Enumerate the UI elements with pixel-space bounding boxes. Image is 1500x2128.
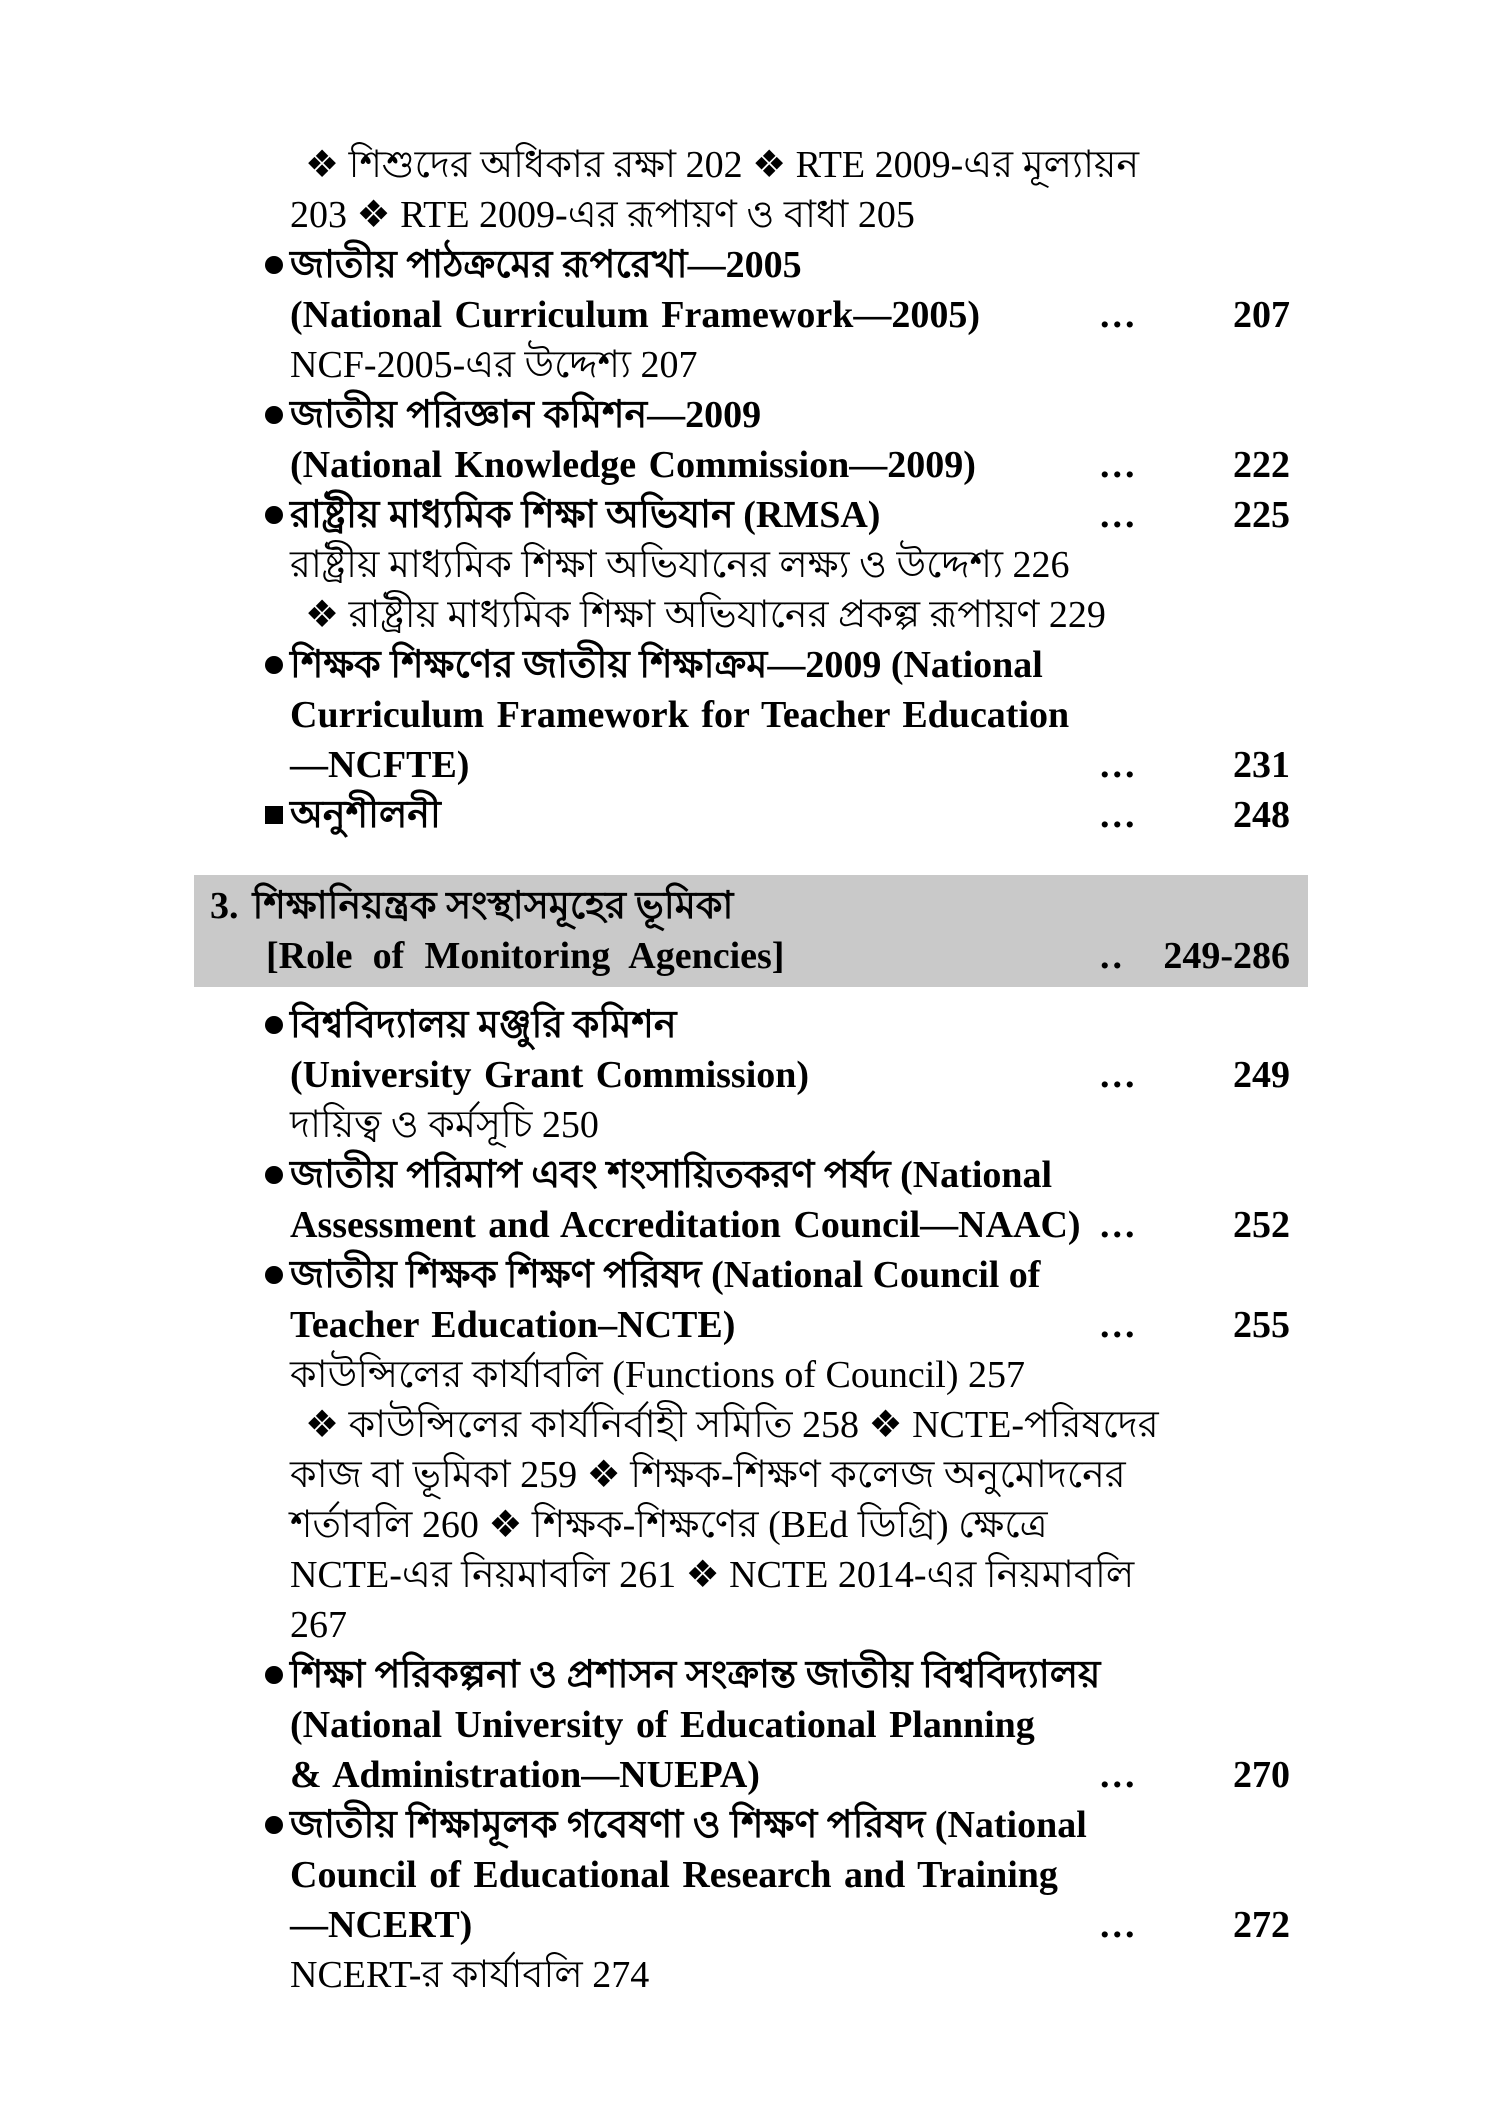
toc-row (0, 1800, 1500, 1850)
page-number: 270 (1233, 1754, 1290, 1796)
dot-leader: ... (1100, 744, 1138, 786)
toc-entry-text: Assessment and Accreditation Council—NAAC) (290, 1204, 1081, 1246)
dot-leader: .. (1100, 935, 1125, 977)
circle-bullet-icon (265, 1666, 283, 1684)
toc-entry-text: জাতীয় শিক্ষামূলক গবেষণা ও শিক্ষণ পরিষদ (National (290, 1804, 1087, 1846)
dot-leader: ... (1100, 294, 1138, 336)
toc-row (0, 1950, 1500, 2000)
circle-bullet-icon (265, 1266, 283, 1284)
toc-row (0, 490, 1500, 540)
circle-bullet-icon (265, 656, 283, 674)
section-title-line (210, 881, 733, 931)
section-number: 3. (210, 885, 239, 927)
toc-row (0, 1150, 1500, 1200)
toc-row (0, 1650, 1500, 1700)
toc-row (0, 340, 1500, 390)
toc-row (0, 690, 1500, 740)
toc-row (0, 390, 1500, 440)
page-number: 255 (1233, 1304, 1290, 1346)
toc-row (0, 540, 1500, 590)
page-number: 248 (1233, 794, 1290, 836)
section-header (194, 875, 1308, 987)
toc-row (0, 1300, 1500, 1350)
toc-row (0, 440, 1500, 490)
toc-entry-text: শিক্ষা পরিকল্পনা ও প্রশাসন সংক্রান্ত জাতীয় বিশ্ববিদ্যালয় (290, 1654, 1101, 1696)
toc-rows-bottom (0, 1000, 1500, 2000)
toc-entry-text: দায়িত্ব ও কর্মসূচি 250 (290, 1104, 599, 1146)
toc-entry-text: Curriculum Framework for Teacher Education (290, 694, 1070, 736)
page-number: 272 (1233, 1904, 1290, 1946)
toc-entry-text: NCTE-এর নিয়মাবলি 261 ❖ NCTE 2014-এর নিয়মাবলি (290, 1554, 1135, 1596)
toc-entry-text: কাউন্সিলের কার্যাবলি (Functions of Council) 257 (290, 1354, 1026, 1396)
toc-entry-text: রাষ্ট্রীয় মাধ্যমিক শিক্ষা অভিযানের লক্ষ্য ও উদ্দেশ্য 226 (290, 544, 1070, 586)
toc-row (0, 290, 1500, 340)
toc-entry-text: 203 ❖ RTE 2009-এর রূপায়ণ ও বাধা 205 (290, 194, 915, 236)
page-number: 225 (1233, 494, 1290, 536)
toc-entry-text: NCERT-র কার্যাবলি 274 (290, 1954, 650, 1996)
section-title-bengali: শিক্ষানিয়ন্ত্রক সংস্থাসমূহের ভূমিকা (252, 885, 734, 927)
toc-row (0, 740, 1500, 790)
toc-entry-text: Council of Educational Research and Training (290, 1854, 1058, 1896)
toc-row (0, 1750, 1500, 1800)
toc-row (0, 1000, 1500, 1050)
toc-entry-text: জাতীয় শিক্ষক শিক্ষণ পরিষদ (National Council of (290, 1254, 1041, 1296)
toc-entry-text: (National University of Educational Planning (290, 1704, 1035, 1746)
dot-leader: ... (1100, 1904, 1138, 1946)
toc-entry-text: কাজ বা ভূমিকা 259 ❖ শিক্ষক-শিক্ষণ কলেজ অনুমোদনের (290, 1454, 1126, 1496)
toc-entry-text: & Administration—NUEPA) (290, 1754, 760, 1796)
toc-entry-text: শর্তাবলি 260 ❖ শিক্ষক-শিক্ষণের (BEd ডিগ্রি) ক্ষেত্রে (290, 1504, 1048, 1546)
toc-rows-top (0, 140, 1500, 840)
dot-leader: ... (1100, 1054, 1138, 1096)
toc-entry-text: ❖ শিশুদের অধিকার রক্ষা 202 ❖ RTE 2009-এর মূল্যায়ন (305, 144, 1140, 186)
toc-entry-text: অনুশীলনী (290, 794, 441, 836)
toc-row (0, 1900, 1500, 1950)
dot-leader: ... (1100, 1204, 1138, 1246)
toc-row (0, 1400, 1500, 1450)
page-number: 222 (1233, 444, 1290, 486)
toc-entry-text: NCF-2005-এর উদ্দেশ্য 207 (290, 344, 698, 386)
toc-row (0, 640, 1500, 690)
dot-leader: ... (1100, 794, 1138, 836)
toc-row (0, 140, 1500, 190)
page-number: 249 (1233, 1054, 1290, 1096)
toc-entry-text: —NCFTE) (290, 744, 470, 786)
toc-row (0, 1700, 1500, 1750)
toc-row (0, 1550, 1500, 1600)
toc-row (0, 1050, 1500, 1100)
toc-row (0, 240, 1500, 290)
toc-block (0, 140, 1500, 2000)
page-number: 231 (1233, 744, 1290, 786)
toc-row (0, 1100, 1500, 1150)
toc-entry-text: জাতীয় পাঠক্রমের রূপরেখা—2005 (290, 244, 802, 286)
page-number: 252 (1233, 1204, 1290, 1246)
toc-entry-text: Teacher Education–NCTE) (290, 1304, 736, 1346)
circle-bullet-icon (265, 506, 283, 524)
circle-bullet-icon (265, 256, 283, 274)
toc-row (0, 1850, 1500, 1900)
square-bullet-icon (265, 806, 283, 824)
section-title-english: [Role of Monitoring Agencies] (266, 935, 785, 977)
toc-entry-text: জাতীয় পরিমাপ এবং শংসায়িতকরণ পর্ষদ (National (290, 1154, 1053, 1196)
dot-leader: ... (1100, 1754, 1138, 1796)
toc-row (0, 790, 1500, 840)
circle-bullet-icon (265, 1816, 283, 1834)
toc-row (0, 1500, 1500, 1550)
dot-leader: ... (1100, 1304, 1138, 1346)
toc-entry-text: (National Knowledge Commission—2009) (290, 444, 976, 486)
toc-entry-text: ❖ রাষ্ট্রীয় মাধ্যমিক শিক্ষা অভিযানের প্রকল্প রূপায়ণ 229 (305, 594, 1106, 636)
toc-entry-text: —NCERT) (290, 1904, 473, 1946)
circle-bullet-icon (265, 406, 283, 424)
toc-row (0, 190, 1500, 240)
toc-row (0, 1450, 1500, 1500)
toc-row (0, 590, 1500, 640)
circle-bullet-icon (265, 1016, 283, 1034)
toc-row (0, 1600, 1500, 1650)
toc-entry-text: ❖ কাউন্সিলের কার্যনির্বাহী সমিতি 258 ❖ NCTE-পরিষদের (305, 1404, 1159, 1446)
toc-entry-text: বিশ্ববিদ্যালয় মঞ্জুরি কমিশন (290, 1004, 677, 1046)
toc-row (0, 1250, 1500, 1300)
toc-entry-text: (National Curriculum Framework—2005) (290, 294, 980, 336)
toc-entry-text: (University Grant Commission) (290, 1054, 810, 1096)
toc-row (0, 1200, 1500, 1250)
toc-entry-text: রাষ্ট্রীয় মাধ্যমিক শিক্ষা অভিযান (RMSA) (290, 494, 881, 536)
dot-leader: ... (1100, 494, 1138, 536)
circle-bullet-icon (265, 1166, 283, 1184)
toc-entry-text: শিক্ষক শিক্ষণের জাতীয় শিক্ষাক্রম—2009 (National (290, 644, 1043, 686)
toc-entry-text: 267 (290, 1604, 347, 1646)
page-number: 207 (1233, 294, 1290, 336)
section-page-range: 249-286 (1163, 935, 1290, 977)
dot-leader: ... (1100, 444, 1138, 486)
toc-row (0, 1350, 1500, 1400)
toc-entry-text: জাতীয় পরিজ্ঞান কমিশন—2009 (290, 394, 762, 436)
